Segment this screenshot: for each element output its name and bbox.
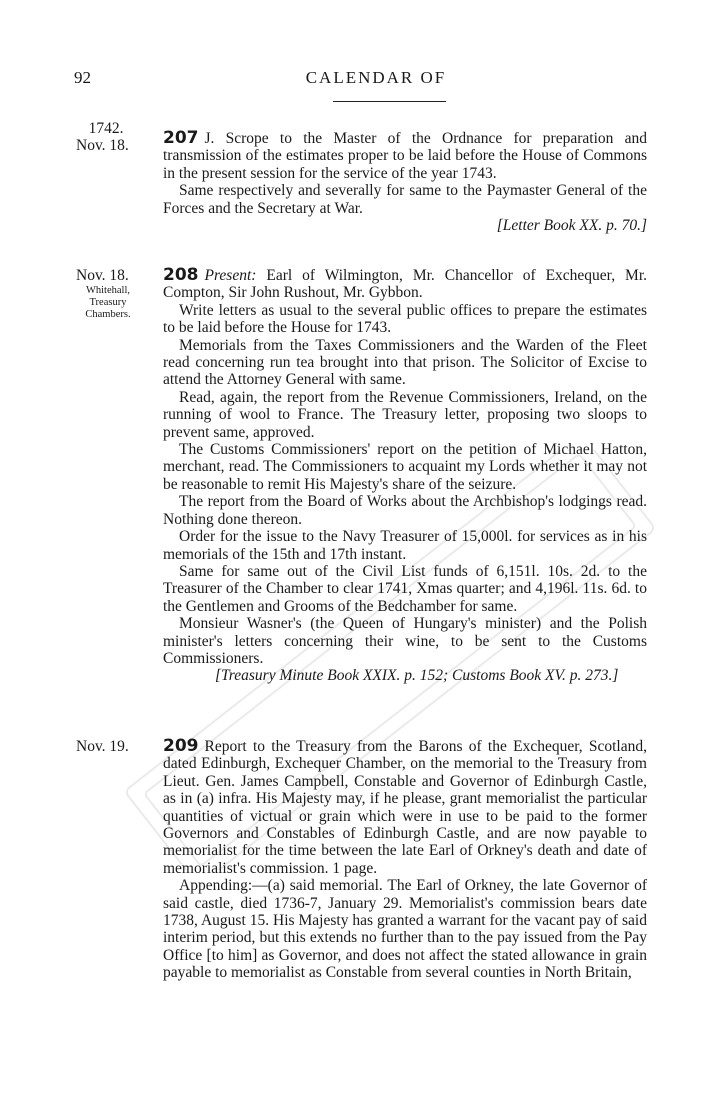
entry-paragraph: The report from the Board of Works about the Archbishop's lodgings read. Nothing done thereon.	[163, 493, 647, 528]
entry-paragraph: 209 Report to the Treasury from the Barons of the Exchequer, Scotland, dated Edinburgh, Exchequer Chamber, on the memorial to the Treasury from Lieut. Gen. James Campbell, Constable and Governor of Edinburgh Castle, as in (a) infra. His Majesty may, if he please, grant memorialist the particular quantities of victual or grain which were in use to be paid to the former Governors and Constables of Edinburgh Castle, and are now payable to memorialist for the time between the late Earl of Orkney's death and date of memorialist's commission. 1 page.	[163, 736, 647, 877]
entry-paragraph: Monsieur Wasner's (the Queen of Hungary's minister) and the Polish minister's letters concerning their wine, to be sent to the Customs Commissioners.	[163, 615, 647, 667]
header-rule	[333, 101, 446, 102]
source-reference: [Letter Book XX. p. 70.]	[496, 217, 647, 235]
entry-paragraph: Memorials from the Taxes Commissioners and the Warden of the Fleet read concerning run tea brought into that prison. The Solicitor of Excise to attend the Attorney General with same.	[163, 336, 647, 389]
entry-body	[163, 267, 647, 685]
margin-note	[76, 120, 146, 154]
entry-paragraph: 207 J. Scrope to the Master of the Ordnance for preparation and transmission of the estimates proper to be laid before the House of Commons in the present session for the service of the year 1743.	[163, 128, 647, 182]
margin-note	[76, 738, 146, 755]
entry-paragraph: Appending:—(a) said memorial. The Earl of Orkney, the late Governor of said castle, died 1736-7, January 29. Memorialist's commission bears date 1738, August 15. His Majesty has granted a warrant for the vacant pay of said interim period, but this extends no further than to the pay issued from the Pay Office [to him] as Governor, and does not affect the stated allowance in grain payable to memorialist as Constable from several counties in North Britain,	[163, 877, 647, 982]
margin-date: Nov. 18.	[76, 137, 129, 154]
entry-paragraph: The Customs Commissioners' report on the petition of Michael Hatton, merchant, read. The Commissioners to acquaint my Lords whether it may not be reasonable to remit His Majesty's share of the seizure.	[163, 441, 647, 493]
present-label: Present:	[204, 267, 257, 284]
margin-date: Nov. 19.	[76, 738, 129, 755]
entry-body	[163, 738, 647, 982]
entry-number: 209	[163, 736, 199, 756]
entry-number: 207	[163, 128, 199, 148]
entry-number: 208	[163, 265, 199, 285]
entry-paragraph: Read, again, the report from the Revenue Commissioners, Ireland, on the running of wool to France. The Treasury letter, proposing two sloops to prevent same, approved.	[163, 388, 647, 441]
entry-paragraph: Write letters as usual to the several public offices to prepare the estimates to be laid before the House for 1743.	[163, 301, 647, 337]
margin-note	[76, 267, 146, 321]
entry-paragraph: 208 Present: Earl of Wilmington, Mr. Chancellor of Exchequer, Mr. Compton, Sir John Rushout, Mr. Gybbon.	[163, 265, 647, 302]
entry-body	[163, 130, 647, 234]
page-number: 92	[74, 68, 91, 87]
source-reference: [Treasury Minute Book XXIX. p. 152; Customs Book XV. p. 273.]	[215, 667, 619, 685]
margin-date: Nov. 18.	[76, 267, 129, 284]
margin-place: Whitehall, Treasury Chambers.	[85, 285, 131, 320]
running-head: CALENDAR OF	[305, 68, 447, 87]
margin-year: 1742.	[88, 120, 124, 137]
page-header	[0, 64, 722, 104]
entry-paragraph: Same respectively and severally for same to the Paymaster General of the Forces and the Secretary at War.	[163, 182, 647, 217]
entry-paragraph: Order for the issue to the Navy Treasurer of 15,000l. for services as in his memorials of the 15th and 17th instant.	[163, 528, 647, 563]
entry-paragraph: Same for same out of the Civil List funds of 6,151l. 10s. 2d. to the Treasurer of the Chamber to clear 1741, Xmas quarter; and 4,196l. 11s. 6d. to the Gentlemen and Grooms of the Bedchamber for same.	[163, 562, 647, 615]
